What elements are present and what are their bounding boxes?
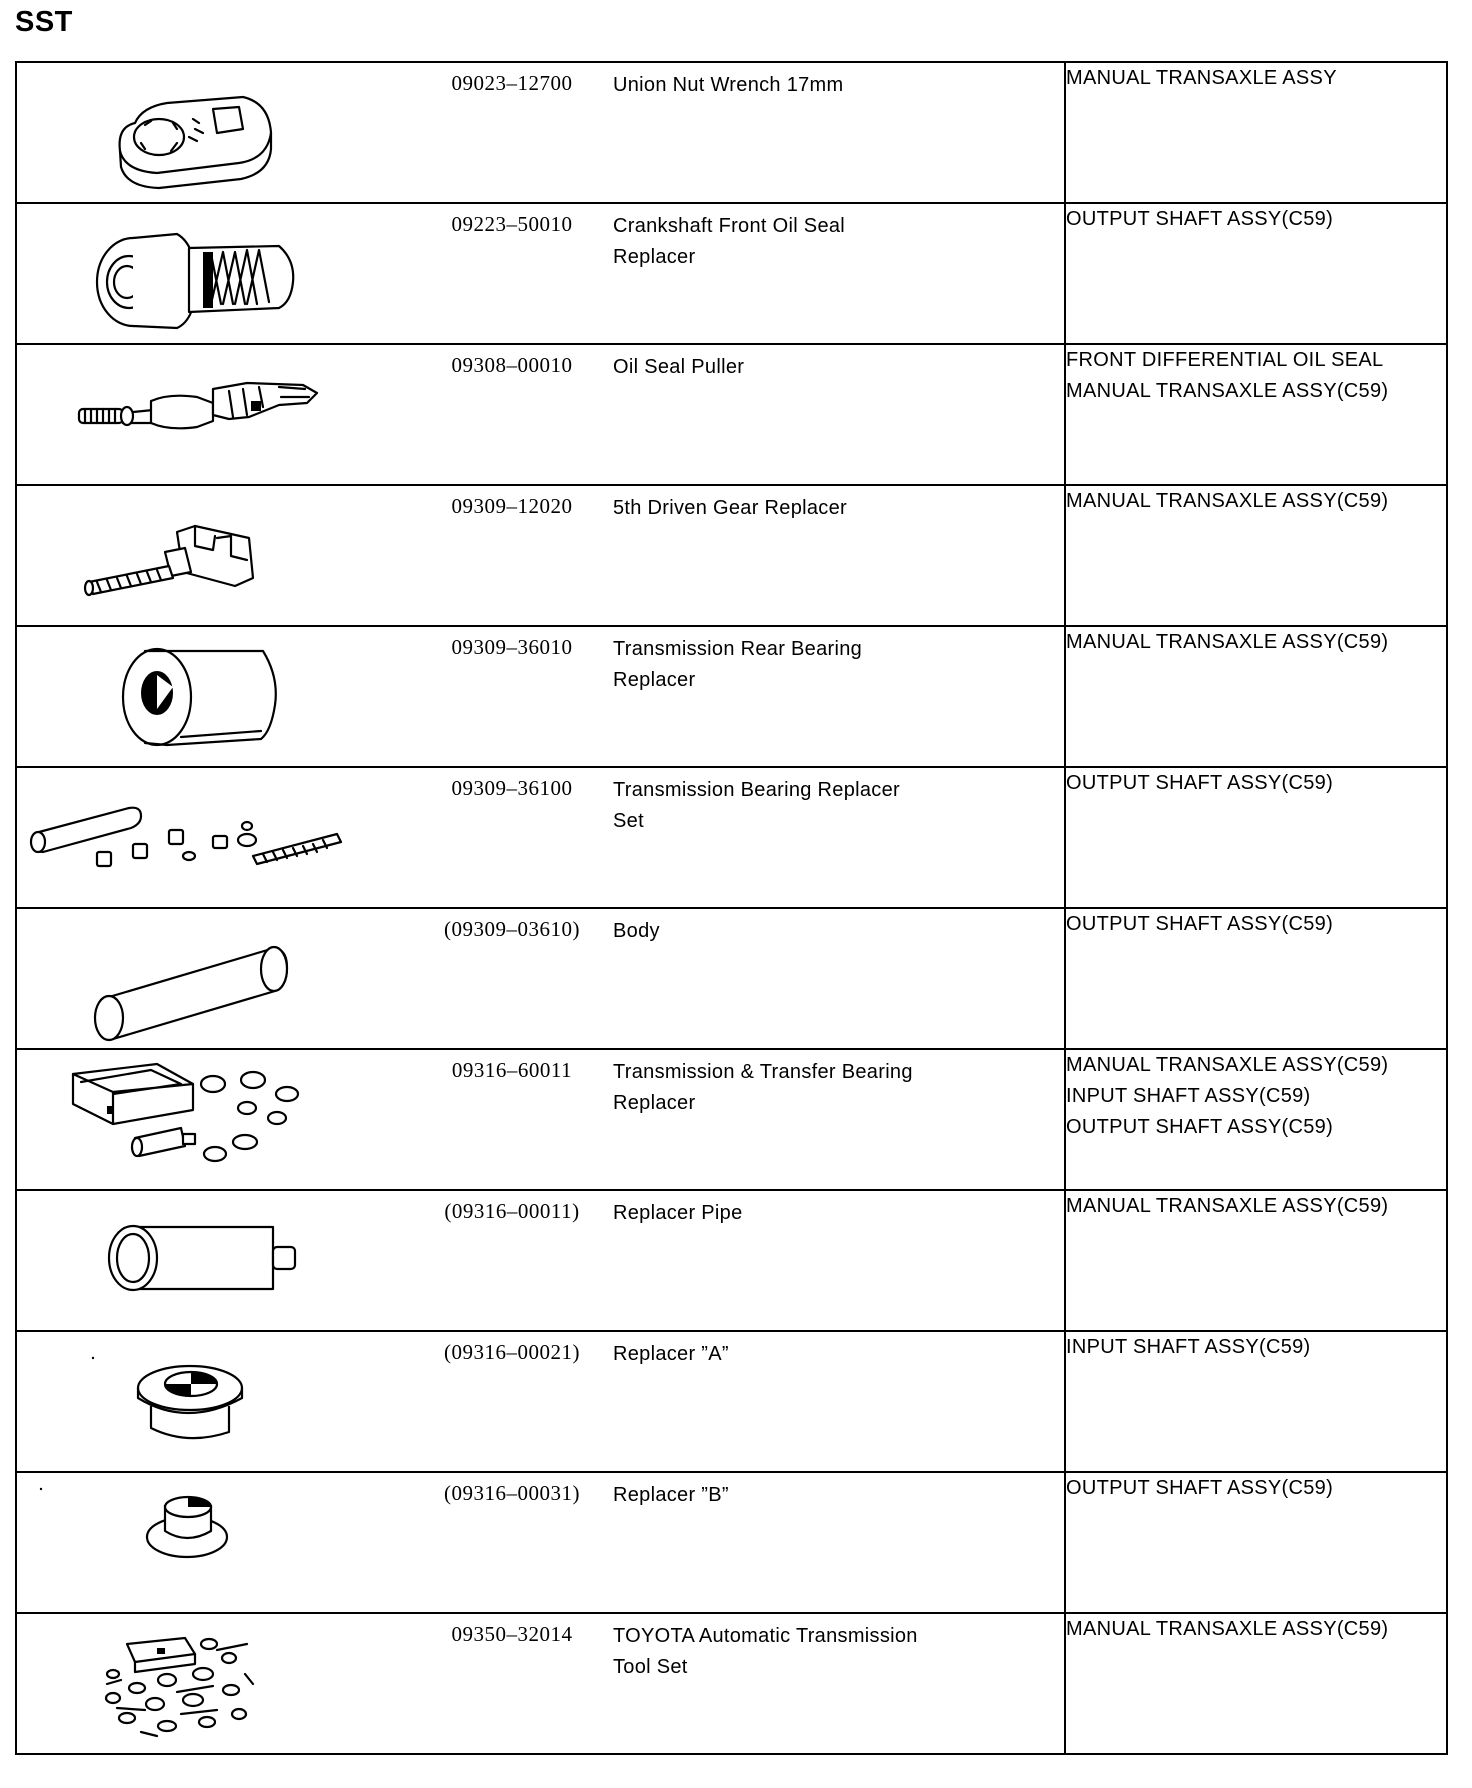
usage-cell: [1065, 344, 1447, 485]
usage-cell: [1065, 1472, 1447, 1613]
part-number: 09223–50010: [451, 212, 573, 236]
table-row: [16, 767, 1447, 908]
table-row: [16, 62, 1447, 203]
tool-cell: [16, 626, 1065, 767]
usage-item: MANUAL TRANSAXLE ASSY(C59): [1066, 490, 1389, 512]
usage-cell: [1065, 1331, 1447, 1472]
tool-set-icon: [17, 1614, 427, 1753]
replacer-b-icon: [17, 1473, 427, 1612]
usage-item: MANUAL TRANSAXLE ASSY: [1066, 67, 1337, 89]
tool-cell: [16, 485, 1065, 626]
usage-item: MANUAL TRANSAXLE ASSY(C59): [1066, 1618, 1389, 1640]
usage-cell: [1065, 1190, 1447, 1331]
tool-name: Oil Seal Puller: [613, 356, 745, 378]
part-number: 09023–12700: [451, 71, 573, 95]
tool-name: Replacer Pipe: [613, 1202, 743, 1224]
table-row: [16, 485, 1447, 626]
part-number: 09309–36010: [451, 635, 573, 659]
part-number: 09309–12020: [451, 494, 573, 518]
table-row: [16, 1049, 1447, 1190]
tool-cell: [16, 1472, 1065, 1613]
usage-item: OUTPUT SHAFT ASSY(C59): [1066, 208, 1334, 230]
usage-item: MANUAL TRANSAXLE ASSY(C59): [1066, 631, 1389, 653]
usage-cell: [1065, 62, 1447, 203]
usage-item: MANUAL TRANSAXLE ASSY(C59): [1066, 1054, 1389, 1076]
part-number: 09308–00010: [451, 353, 573, 377]
table-row: [16, 203, 1447, 344]
usage-cell: [1065, 908, 1447, 1049]
oil-seal-puller-icon: [17, 345, 427, 484]
tool-cell: [16, 1613, 1065, 1754]
rear-bearing-replacer-icon: [17, 627, 427, 766]
usage-item: MANUAL TRANSAXLE ASSY(C59): [1066, 1195, 1389, 1217]
usage-item: FRONT DIFFERENTIAL OIL SEAL: [1066, 349, 1384, 371]
bearing-replacer-kit-icon: [17, 1050, 427, 1189]
table-row: [16, 626, 1447, 767]
usage-item: OUTPUT SHAFT ASSY(C59): [1066, 772, 1334, 794]
usage-item: OUTPUT SHAFT ASSY(C59): [1066, 913, 1334, 935]
part-number: (09316–00021): [444, 1340, 580, 1364]
tool-name: Transmission & Transfer Bearing Replacer: [613, 1061, 913, 1114]
usage-cell: [1065, 767, 1447, 908]
tool-cell: [16, 908, 1065, 1049]
usage-item: MANUAL TRANSAXLE ASSY(C59): [1066, 380, 1389, 402]
tool-name: Body: [613, 920, 660, 942]
tool-name: Replacer ”A”: [613, 1343, 729, 1365]
replacer-a-icon: [17, 1332, 427, 1471]
tool-cell: [16, 203, 1065, 344]
body-pipe-icon: [17, 909, 427, 1048]
page-title: SST: [15, 6, 73, 38]
tool-cell: [16, 1190, 1065, 1331]
part-number: 09350–32014: [451, 1622, 573, 1646]
replacer-pipe-icon: [17, 1191, 427, 1330]
usage-item: INPUT SHAFT ASSY(C59): [1066, 1336, 1311, 1358]
table-row: [16, 908, 1447, 1049]
table-row: [16, 1331, 1447, 1472]
tool-name: Replacer ”B”: [613, 1484, 729, 1506]
tool-name: TOYOTA Automatic Transmission Tool Set: [613, 1625, 918, 1678]
usage-cell: [1065, 1049, 1447, 1190]
tool-cell: [16, 767, 1065, 908]
table-row: [16, 1472, 1447, 1613]
bearing-replacer-set-icon: [17, 768, 427, 907]
part-number: (09316–00031): [444, 1481, 580, 1505]
part-number: (09316–00011): [444, 1199, 580, 1223]
tool-name: Union Nut Wrench 17mm: [613, 74, 844, 96]
part-number: 09309–36100: [451, 776, 573, 800]
tool-name: Crankshaft Front Oil Seal Replacer: [613, 215, 846, 268]
part-number: 09316–60011: [451, 1058, 573, 1082]
table-row: [16, 1190, 1447, 1331]
usage-cell: [1065, 626, 1447, 767]
tool-name: Transmission Bearing Replacer Set: [613, 779, 900, 832]
oil-seal-replacer-icon: [17, 204, 427, 343]
union-nut-wrench-icon: [17, 63, 427, 202]
usage-item: OUTPUT SHAFT ASSY(C59): [1066, 1116, 1334, 1138]
tool-cell: [16, 1049, 1065, 1190]
usage-item: OUTPUT SHAFT ASSY(C59): [1066, 1477, 1334, 1499]
usage-cell: [1065, 485, 1447, 626]
gear-replacer-icon: [17, 486, 427, 625]
tool-cell: [16, 1331, 1065, 1472]
tool-cell: [16, 344, 1065, 485]
usage-cell: [1065, 203, 1447, 344]
tool-name: Transmission Rear Bearing Replacer: [613, 638, 863, 691]
tool-cell: [16, 62, 1065, 203]
usage-cell: [1065, 1613, 1447, 1754]
table-row: [16, 1613, 1447, 1754]
tool-name: 5th Driven Gear Replacer: [613, 497, 847, 519]
sst-table: [15, 61, 1448, 1755]
usage-item: INPUT SHAFT ASSY(C59): [1066, 1085, 1311, 1107]
table-row: [16, 344, 1447, 485]
part-number: (09309–03610): [444, 917, 580, 941]
